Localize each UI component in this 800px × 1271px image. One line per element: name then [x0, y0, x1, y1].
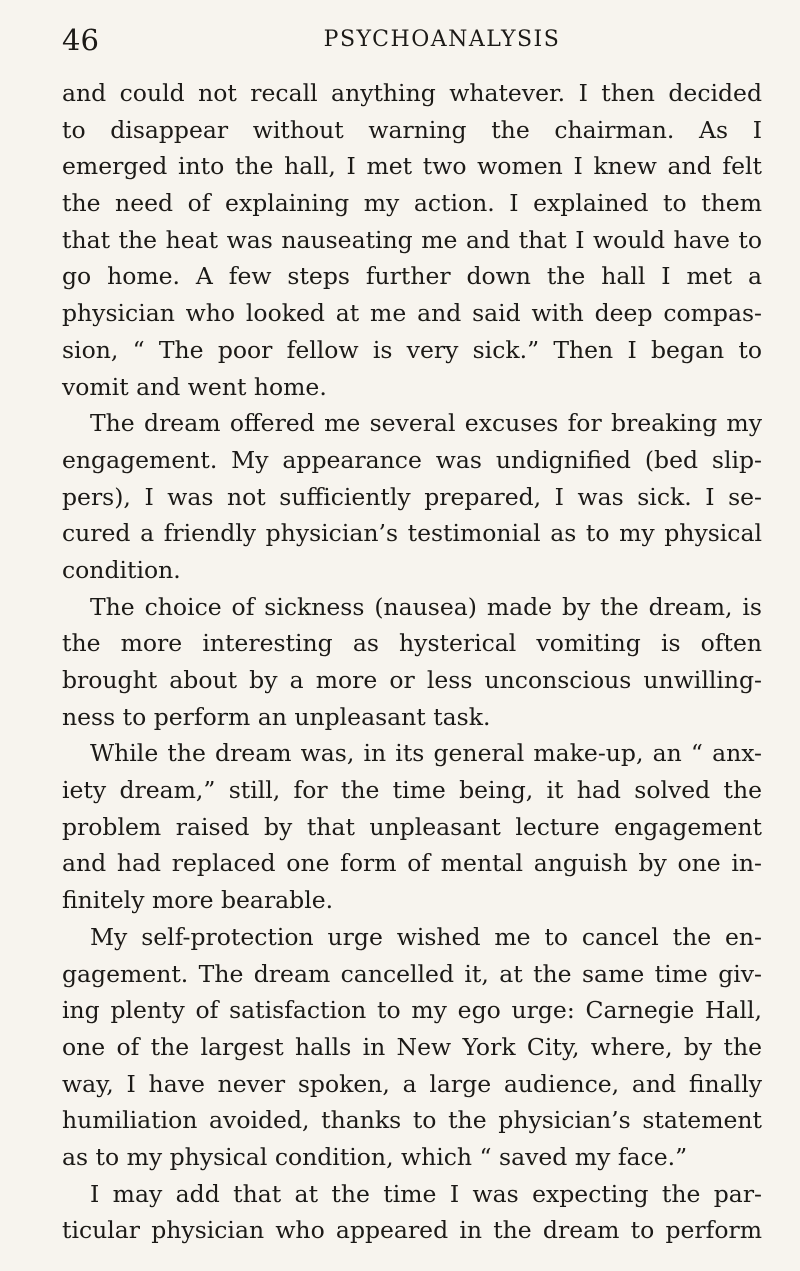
text-line: emerged into the hall, I met two women I knew and felt	[62, 152, 762, 181]
text-line: engagement. My appearance was undignified (bed slip-	[62, 445, 762, 474]
text-line: cured a friendly physician’s testimonial as to my physical	[62, 519, 762, 548]
body-text	[62, 75, 762, 1249]
text-line: While the dream was, in its general make-up, an “ anx-	[90, 739, 762, 768]
text-line: finitely more bearable.	[62, 886, 334, 915]
text-line: My self-protection urge wished me to cancel the en-	[90, 922, 762, 951]
text-line: The choice of sickness (nausea) made by the dream, is	[90, 592, 762, 621]
text-line: to disappear without warning the chairman. As I	[62, 115, 762, 144]
text-line: sion, “ The poor fellow is very sick.” Then I began to	[62, 335, 762, 364]
text-line: physician who looked at me and said with deep compas-	[62, 299, 762, 328]
text-line: condition.	[62, 555, 181, 584]
text-line: go home. A few steps further down the hall I met a	[62, 262, 762, 291]
text-line: ticular physician who appeared in the dream to perform	[62, 1216, 762, 1245]
text-line: one of the largest halls in New York City, where, by the	[62, 1032, 762, 1061]
text-line: The dream offered me several excuses for breaking my	[90, 409, 762, 438]
running-title: PSYCHOANALYSIS	[323, 27, 561, 52]
text-line: way, I have never spoken, a large audience, and finally	[62, 1069, 762, 1098]
text-line: as to my physical condition, which “ saved my face.”	[62, 1142, 688, 1171]
text-line: iety dream,” still, for the time being, it had solved the	[62, 776, 762, 805]
text-line: and could not recall anything whatever. I then decided	[62, 79, 762, 107]
text-line: ness to perform an unpleasant task.	[62, 702, 491, 731]
text-line: the more interesting as hysterical vomiting is often	[62, 629, 762, 658]
page-number: 46	[62, 23, 99, 57]
text-line: I may add that at the time I was expecting the par-	[90, 1179, 762, 1208]
text-line: ing plenty of satisfaction to my ego urge: Carnegie Hall,	[62, 996, 762, 1025]
text-line: problem raised by that unpleasant lecture engagement	[62, 812, 762, 841]
running-head	[62, 18, 762, 62]
text-line: that the heat was nauseating me and that I would have to	[62, 225, 762, 254]
text-line: pers), I was not sufficiently prepared, I was sick. I se-	[62, 482, 762, 511]
text-line: the need of explaining my action. I explained to them	[62, 189, 762, 218]
text-line: vomit and went home.	[62, 372, 327, 401]
text-line: and had replaced one form of mental anguish by one in-	[62, 849, 762, 878]
text-line: gagement. The dream cancelled it, at the same time giv-	[62, 959, 762, 988]
text-line: brought about by a more or less unconscious unwilling-	[62, 666, 762, 694]
text-line: humiliation avoided, thanks to the physician’s statement	[62, 1106, 762, 1135]
